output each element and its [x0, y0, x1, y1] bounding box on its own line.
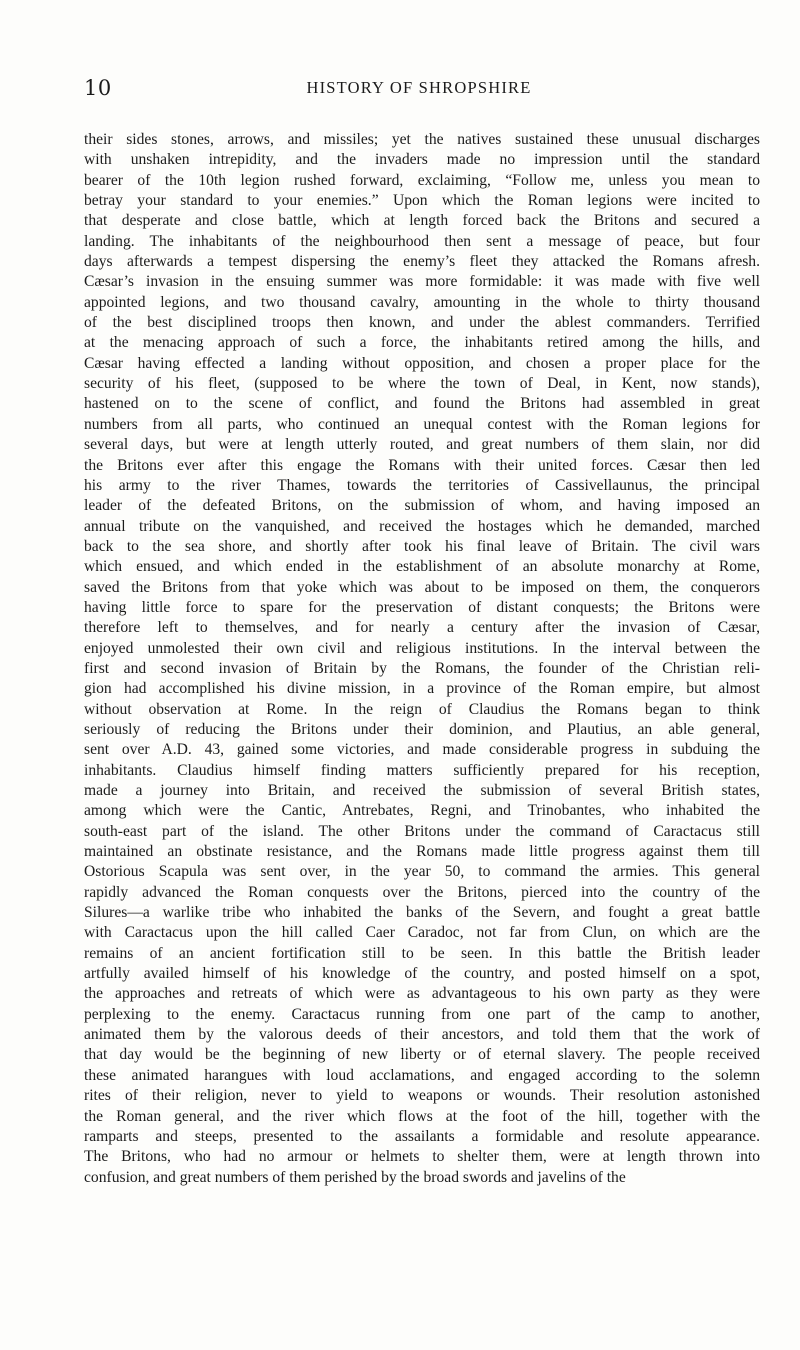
running-head: HISTORY OF SHROPSHIRE: [306, 78, 532, 97]
text-line: which ensued, and which ended in the establishment of an absolute monarchy at Rome,: [84, 558, 760, 576]
page-header: [84, 76, 754, 106]
text-line: appointed legions, and two thousand cavalry, amounting in the whole to thirty thousand: [84, 293, 760, 311]
text-line: without observation at Rome. In the reign of Claudius the Romans began to think: [84, 700, 760, 718]
text-line: several days, but were at length utterly routed, and great numbers of them slain, nor did: [84, 436, 760, 454]
text-line: maintained an obstinate resistance, and the Romans made little progress against them till: [84, 843, 760, 861]
text-line: the approaches and retreats of which were as advantageous to his own party as they were: [84, 985, 760, 1003]
text-line: therefore left to themselves, and for nearly a century after the invasion of Cæsar,: [84, 619, 760, 637]
text-line: artfully availed himself of his knowledge of the country, and posted himself on a spot,: [84, 965, 760, 983]
text-line: with Caractacus upon the hill called Caer Caradoc, not far from Clun, on which are the: [84, 924, 760, 942]
text-line: enjoyed unmolested their own civil and religious institutions. In the interval between the: [84, 639, 760, 657]
text-line: at the menacing approach of such a force, the inhabitants retired among the hills, and: [84, 334, 760, 352]
text-line: seriously of reducing the Britons under their dominion, and Plautius, an able general,: [84, 720, 760, 738]
text-line: back to the sea shore, and shortly after took his final leave of Britain. The civil wars: [84, 537, 760, 555]
text-line: south-east part of the island. The other Britons under the command of Caractacus still: [84, 822, 760, 840]
text-line: that desperate and close battle, which at length forced back the Britons and secured a: [84, 212, 760, 230]
text-line: landing. The inhabitants of the neighbourhood then sent a message of peace, but four: [84, 232, 760, 250]
text-line: animated them by the valorous deeds of their ancestors, and told them that the work of: [84, 1026, 760, 1044]
text-line: inhabitants. Claudius himself finding matters sufficiently prepared for his reception,: [84, 761, 760, 779]
text-line: his army to the river Thames, towards the territories of Cassivellaunus, the principal: [84, 476, 760, 494]
text-line: saved the Britons from that yoke which was about to be imposed on them, the conquerors: [84, 578, 760, 596]
text-line: first and second invasion of Britain by the Romans, the founder of the Christian reli-: [84, 659, 760, 677]
text-line: remains of an ancient fortification still to be seen. In this battle the British leader: [84, 944, 760, 962]
text-line: Silures—a warlike tribe who inhabited the banks of the Severn, and fought a great battle: [84, 904, 760, 922]
text-line: days afterwards a tempest dispersing the enemy’s fleet they attacked the Romans afresh.: [84, 253, 760, 271]
text-line: ramparts and steeps, presented to the assailants a formidable and resolute appearance.: [84, 1127, 760, 1145]
text-line: leader of the defeated Britons, on the submission of whom, and having imposed an: [84, 497, 760, 515]
page-number: 10: [84, 76, 112, 100]
text-line: numbers from all parts, who continued an unequal contest with the Roman legions for: [84, 415, 760, 433]
text-line: security of his fleet, (supposed to be where the town of Deal, in Kent, now stands),: [84, 375, 760, 393]
text-line: made a journey into Britain, and received the submission of several British states,: [84, 782, 760, 799]
text-line: rapidly advanced the Roman conquests over the Britons, pierced into the country of the: [84, 883, 760, 901]
text-line: The Britons, who had no armour or helmets to shelter them, were at length thrown into: [84, 1148, 760, 1166]
text-line: confusion, and great numbers of them perished by the broad swords and javelins of the: [84, 1168, 626, 1186]
text-line: the Roman general, and the river which flows at the foot of the hill, together with the: [84, 1107, 760, 1125]
body-paragraph: [84, 130, 760, 1188]
text-line: sent over A.D. 43, gained some victories, and made considerable progress in subduing the: [84, 741, 760, 759]
text-line: these animated harangues with loud acclamations, and engaged according to the solemn: [84, 1066, 760, 1084]
text-line: that day would be the beginning of new liberty or of eternal slavery. The people received: [84, 1046, 760, 1064]
text-line: betray your standard to your enemies.” Upon which the Roman legions were incited to: [84, 192, 760, 210]
text-line: their sides stones, arrows, and missiles; yet the natives sustained these unusual discharges: [84, 131, 760, 148]
text-line: having little force to spare for the preservation of distant conquests; the Britons were: [84, 598, 760, 616]
text-line: Ostorious Scapula was sent over, in the year 50, to command the armies. This general: [84, 863, 760, 881]
text-line: rites of their religion, never to yield to weapons or wounds. Their resolution astonished: [84, 1087, 760, 1105]
text-line: annual tribute on the vanquished, and received the hostages which he demanded, marched: [84, 517, 760, 535]
text-line: perplexing to the enemy. Caractacus running from one part of the camp to another,: [84, 1005, 760, 1023]
text-line: hastened on to the scene of conflict, and found the Britons had assembled in great: [84, 395, 760, 413]
text-line: gion had accomplished his divine mission, in a province of the Roman empire, but almost: [84, 680, 760, 698]
text-line: Cæsar having effected a landing without opposition, and chosen a proper place for the: [84, 354, 760, 372]
text-line: among which were the Cantic, Antrebates, Regni, and Trinobantes, who inhabited the: [84, 802, 760, 820]
text-line: bearer of the 10th legion rushed forward, exclaiming, “Follow me, unless you mean to: [84, 171, 760, 189]
text-line: with unshaken intrepidity, and the invaders made no impression until the standard: [84, 151, 760, 169]
text-line: the Britons ever after this engage the Romans with their united forces. Cæsar then led: [84, 456, 760, 474]
text-line: of the best disciplined troops then known, and under the ablest commanders. Terrified: [84, 314, 760, 332]
text-line: Cæsar’s invasion in the ensuing summer was more formidable: it was made with five well: [84, 273, 760, 291]
